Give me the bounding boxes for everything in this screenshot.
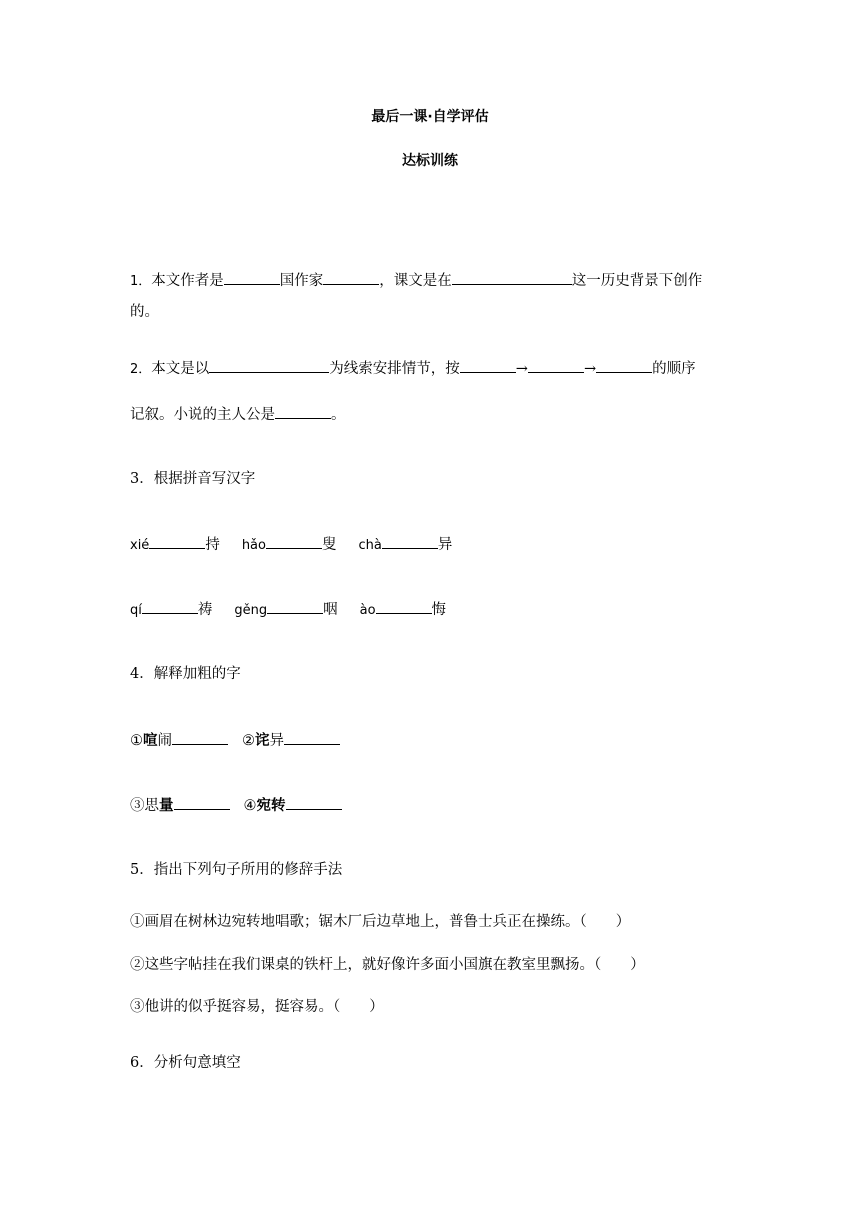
pinyin-text: hǎo bbox=[241, 538, 266, 553]
sentence-2 bbox=[130, 955, 740, 975]
hanzi-text: 祷 bbox=[197, 602, 213, 618]
sentence-text: ③他讲的似乎挺容易，挺容易。（ ） bbox=[130, 999, 384, 1015]
question-text: ，课文是在 bbox=[379, 273, 452, 289]
section-subtitle: 达标训练 bbox=[402, 153, 458, 169]
answer-blank[interactable] bbox=[224, 270, 280, 285]
bold-character: 诧 bbox=[255, 733, 270, 749]
question-text: 这一历史背景下创作 bbox=[571, 273, 703, 289]
word-text: 异 bbox=[269, 733, 284, 749]
pinyin-text: ào bbox=[359, 603, 376, 618]
answer-blank[interactable] bbox=[142, 599, 198, 614]
item-marker: ① bbox=[130, 733, 143, 749]
question-1-line-2 bbox=[130, 302, 740, 322]
document-title: 最后一课·自学评估 bbox=[371, 109, 489, 125]
question-text: 本文是以 bbox=[151, 361, 210, 377]
item-marker: ② bbox=[242, 733, 255, 749]
question-text: 本文作者是 bbox=[151, 273, 224, 289]
answer-blank[interactable] bbox=[267, 599, 323, 614]
sentence-1 bbox=[130, 912, 740, 932]
pinyin-row-2 bbox=[130, 599, 740, 621]
item-marker: ④ bbox=[243, 798, 257, 814]
question-3-heading bbox=[130, 469, 740, 489]
word-text: 闹 bbox=[157, 733, 172, 749]
pinyin-text: xié bbox=[130, 538, 150, 553]
question-heading: 4．解释加粗的字 bbox=[130, 666, 241, 682]
hanzi-text: 叟 bbox=[321, 537, 337, 553]
arrow-icon: → bbox=[583, 361, 597, 377]
answer-blank[interactable] bbox=[460, 358, 516, 373]
answer-blank[interactable] bbox=[209, 358, 329, 373]
question-number: 1． bbox=[130, 274, 152, 289]
question-text: 记叙。小说的主人公是 bbox=[130, 407, 275, 423]
question-heading: 3．根据拼音写汉字 bbox=[130, 471, 256, 487]
answer-blank[interactable] bbox=[596, 358, 652, 373]
pinyin-text: qí bbox=[130, 603, 142, 618]
question-6-heading bbox=[130, 1053, 740, 1073]
hanzi-text: 咽 bbox=[323, 602, 338, 618]
question-text: 的顺序 bbox=[652, 361, 696, 377]
answer-blank[interactable] bbox=[266, 534, 322, 549]
sentence-text: ②这些字帖挂在我们课桌的铁杆上，就好像许多面小国旗在教室里飘扬。（ ） bbox=[130, 957, 645, 973]
bold-character: 喧 bbox=[143, 733, 158, 749]
item-marker: ③ bbox=[130, 798, 145, 814]
answer-blank[interactable] bbox=[174, 795, 230, 810]
answer-blank[interactable] bbox=[149, 534, 205, 549]
sentence-text: ①画眉在树林边宛转地唱歌；锯木厂后边草地上，普鲁士兵正在操练。（ ） bbox=[130, 914, 631, 930]
answer-blank[interactable] bbox=[172, 730, 228, 745]
word-row-1 bbox=[130, 730, 740, 751]
word-text: 思 bbox=[144, 798, 159, 814]
question-number: 2． bbox=[130, 362, 152, 377]
answer-blank[interactable] bbox=[286, 795, 342, 810]
question-text: 为线索安排情节，按 bbox=[329, 361, 460, 377]
hanzi-text: 持 bbox=[205, 537, 220, 553]
question-heading: 5．指出下列句子所用的修辞手法 bbox=[130, 862, 343, 878]
bold-character: 宛转 bbox=[256, 798, 286, 814]
arrow-icon: → bbox=[515, 361, 528, 377]
question-text: 国作家 bbox=[279, 273, 324, 289]
question-5-heading bbox=[130, 860, 740, 880]
answer-blank[interactable] bbox=[376, 599, 432, 614]
hanzi-text: 异 bbox=[437, 537, 453, 553]
sentence-3 bbox=[130, 997, 740, 1017]
question-heading: 6．分析句意填空 bbox=[130, 1055, 241, 1071]
answer-blank[interactable] bbox=[284, 730, 340, 745]
pinyin-row-1 bbox=[130, 534, 740, 556]
pinyin-text: chà bbox=[358, 538, 382, 553]
answer-blank[interactable] bbox=[528, 358, 584, 373]
pinyin-text: gěng bbox=[234, 603, 268, 618]
question-2-line-1 bbox=[130, 358, 740, 380]
question-1-line-1 bbox=[130, 270, 740, 292]
question-2-line-2 bbox=[130, 404, 740, 425]
bold-character: 量 bbox=[159, 798, 174, 814]
word-row-2 bbox=[130, 795, 740, 816]
answer-blank[interactable] bbox=[382, 534, 438, 549]
answer-blank[interactable] bbox=[452, 270, 572, 285]
question-text: 。 bbox=[331, 407, 346, 423]
question-4-heading bbox=[130, 664, 740, 684]
hanzi-text: 悔 bbox=[431, 602, 447, 618]
answer-blank[interactable] bbox=[323, 270, 379, 285]
answer-blank[interactable] bbox=[275, 404, 331, 419]
question-text: 的。 bbox=[130, 304, 159, 320]
